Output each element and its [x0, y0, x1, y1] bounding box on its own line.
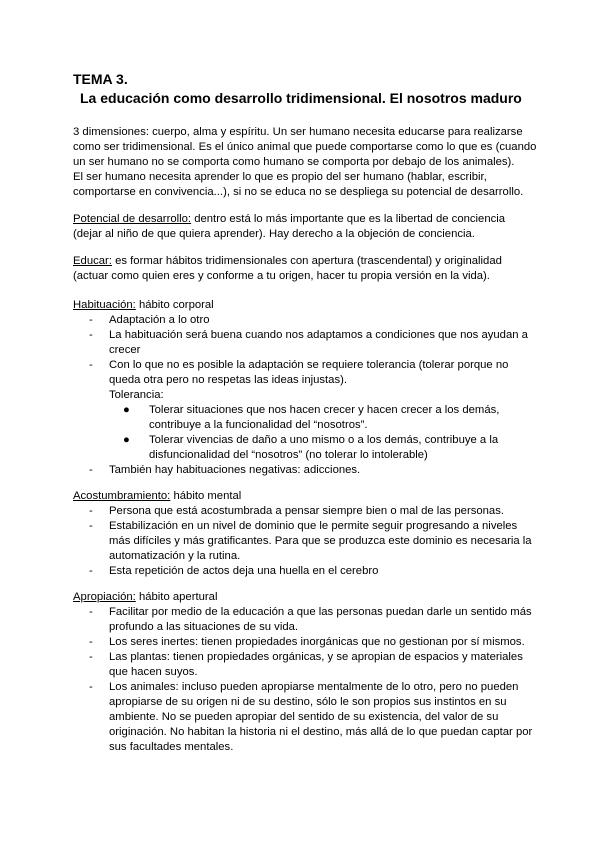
intro-line: El ser humano necesita aprender lo que es propio del ser humano (hablar, escribir, [73, 171, 487, 183]
page-title: TEMA 3. [73, 71, 128, 87]
list-item: - Facilitar por medio de la educación a que las personas puedan darle un sentido más profundo a las situaciones de su vida. [89, 605, 543, 635]
list-item: - La habituación será buena cuando nos adaptamos a condiciones que nos ayudan a crecer [89, 328, 543, 358]
intro-line: como ser tridimensional. Es el único animal que puede comportarse como lo que es (cuando [73, 141, 537, 153]
acostumbramiento-heading-text: hábito mental [170, 490, 242, 502]
list-item: - Con lo que no es posible la adaptación se requiere tolerancia (tolerar porque no queda otra pero no respetas las ideas injustas). Tolerancia: [89, 358, 543, 403]
list-item: - Esta repetición de actos deja una huella en el cerebro [89, 564, 543, 579]
potencial-text: dentro está lo más importante que es la libertad de conciencia [191, 213, 506, 225]
educar-paragraph [73, 254, 543, 284]
list-item: - También hay habituaciones negativas: adicciones. [89, 463, 543, 478]
bullet-item: ● Tolerar situaciones que nos hacen crecer y hacen crecer a los demás, contribuye a la funcionalidad del “nosotros”. [123, 404, 500, 431]
intro-line: 3 dimensiones: cuerpo, alma y espíritu. Un ser humano necesita educarse para realizarse [73, 126, 523, 138]
list-item: - Los seres inertes: tienen propiedades inorgánicas que no gestionan por sí mismos. [89, 635, 543, 650]
list-item: - Persona que está acostumbrada a pensar siempre bien o mal de las personas. [89, 504, 543, 519]
list-item: - Los animales: incluso pueden apropiarse mentalmente de lo otro, pero no pueden apropiarse de su origen ni de su destino, sólo le son propios sus instintos en su ambiente. No se pueden apropiar del sentido de su existencia, del valor de su originación. No habitan la historia ni el destino, más allá de lo que puedan captar por sus facultades mentales. [89, 680, 543, 755]
potencial-term: Potencial de desarrollo: [73, 213, 192, 225]
apropiacion-term: Apropiación: [73, 591, 136, 603]
habituacion-section [73, 298, 543, 478]
educar-text: es formar hábitos tridimensionales con apertura (trascendental) y originalidad [111, 255, 502, 267]
list-item: - Adaptación a lo otro [89, 313, 543, 328]
bullet-icon: ● [123, 404, 130, 416]
potencial-paragraph [73, 212, 543, 242]
educar-text: (actuar como quien eres y conforme a tu origen, hacer tu propia versión en la vida). [73, 270, 490, 282]
tolerancia-label: Tolerancia: [109, 389, 164, 401]
bullet-icon: ● [123, 434, 130, 446]
acostumbramiento-term: Acostumbramiento: [73, 490, 171, 502]
potencial-text: (dejar al niño de que quiera aprender). Hay derecho a la objeción de conciencia. [73, 228, 475, 240]
list-item: - Estabilización en un nivel de dominio que le permite seguir progresando a niveles más difíciles y más gratificantes. Para que se produzca este dominio es necesaria la automatización y la rutina. [89, 519, 543, 564]
intro-line: comportarse en convivencia...), si no se educa no se despliega su potencial de desarrollo. [73, 186, 524, 198]
educar-term: Educar: [73, 255, 112, 267]
page-subtitle: La educación como desarrollo tridimensional. El nosotros maduro [80, 90, 522, 106]
habituacion-term: Habituación: [73, 299, 136, 311]
habituacion-heading-text: hábito corporal [135, 299, 214, 311]
intro-line: un ser humano no se comporta como humano se comporta por debajo de los animales). [73, 156, 515, 168]
apropiacion-heading-text: hábito apertural [135, 591, 218, 603]
intro-paragraph [73, 125, 543, 200]
apropiacion-section [73, 590, 543, 755]
bullet-item: ● Tolerar vivencias de daño a uno mismo o a los demás, contribuye a la disfuncionalidad del “nosotros” (no tolerar lo intolerable) [123, 434, 499, 461]
list-item: - Las plantas: tienen propiedades orgánicas, y se apropian de espacios y materiales que hacen suyos. [89, 650, 543, 680]
acostumbramiento-section [73, 489, 543, 579]
